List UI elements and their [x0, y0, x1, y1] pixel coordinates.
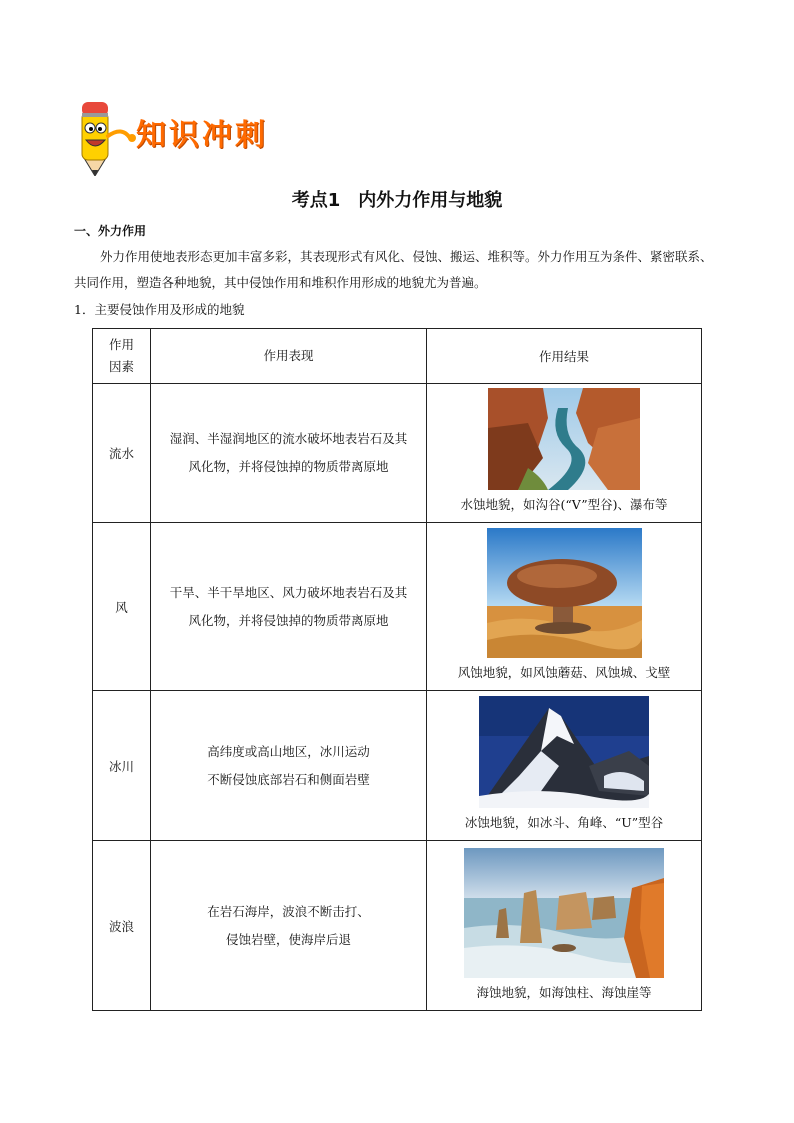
banner-title: 知识冲刺 [136, 118, 268, 153]
header-factor [93, 329, 151, 384]
section-banner [70, 96, 330, 176]
row-result [427, 691, 702, 841]
row-manifestation-line1: 湿润、半湿润地区的流水破坏地表岩石及其 [169, 431, 408, 446]
section-heading: 一、外力作用 [74, 224, 147, 238]
table-row [93, 523, 702, 691]
erosion-table [92, 328, 702, 1011]
row-factor: 波浪 [93, 841, 151, 1011]
row-factor: 冰川 [93, 691, 151, 841]
row-result [427, 384, 702, 523]
table-subheading: 1．主要侵蚀作用及形成的地貌 [74, 302, 245, 317]
sea-stacks-image [464, 848, 664, 978]
row-factor: 流水 [93, 384, 151, 523]
row-manifestation-line1: 干旱、半干旱地区、风力破坏地表岩石及其 [169, 584, 408, 600]
table-row [93, 841, 702, 1011]
row-manifestation-line2: 不断侵蚀底部岩石和侧面岩壁 [207, 771, 370, 787]
row-manifestation [151, 841, 427, 1011]
page-title: 考点1 内外力作用与地貌 [291, 190, 503, 211]
row-result [427, 523, 702, 691]
row-manifestation-line2: 侵蚀岩壁，使海岸后退 [225, 931, 351, 947]
row-manifestation-line2: 风化物，并将侵蚀掉的物质带离原地 [188, 612, 389, 628]
row-manifestation-line2: 风化物，并将侵蚀掉的物质带离原地 [188, 459, 389, 474]
row-manifestation [151, 523, 427, 691]
pencil-mascot-icon [70, 96, 140, 176]
row-caption: 海蚀地貌，如海蚀柱、海蚀崖等 [476, 985, 652, 1000]
table-row [93, 384, 702, 523]
glacier-horn-image [479, 696, 649, 808]
row-manifestation-line1: 在岩石海岸，波浪不断击打、 [207, 903, 370, 919]
table-row [93, 691, 702, 841]
intro-paragraph: 外力作用使地表形态更加丰富多彩，其表现形式有风化、侵蚀、搬运、堆积等。外力作用互为条件、紧密联系、共同作用，塑造各种地貌，其中侵蚀作用和堆积作用形成的地貌尤为普遍。 [74, 249, 713, 290]
header-manifestation: 作用表现 [151, 329, 427, 384]
table-header-row [93, 329, 702, 384]
row-result [427, 841, 702, 1011]
header-result: 作用结果 [427, 329, 702, 384]
header-factor-line2: 因素 [108, 359, 134, 374]
row-caption: 水蚀地貌，如沟谷(“V”型谷)、瀑布等 [460, 497, 668, 512]
row-factor: 风 [93, 523, 151, 691]
river-canyon-image [488, 388, 640, 490]
row-manifestation [151, 691, 427, 841]
mushroom-rock-image [487, 528, 642, 658]
header-factor-line1: 作用 [108, 337, 134, 352]
row-manifestation [151, 384, 427, 523]
row-manifestation-line1: 高纬度或高山地区，冰川运动 [207, 743, 370, 759]
row-caption: 风蚀地貌，如风蚀蘑菇、风蚀城、戈壁 [457, 665, 671, 680]
row-caption: 冰蚀地貌，如冰斗、角峰、“U”型谷 [464, 815, 664, 830]
